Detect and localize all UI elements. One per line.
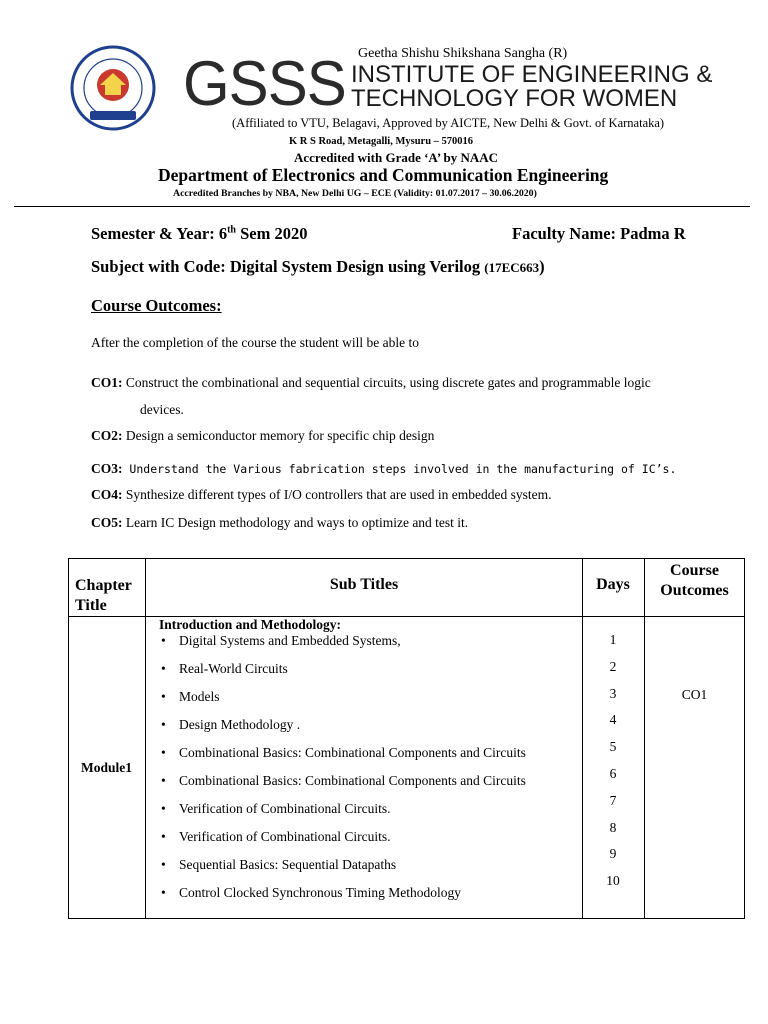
list-item: • Combinational Basics: Combinational Components and Circuits bbox=[159, 745, 526, 773]
day-number: 5 bbox=[609, 739, 617, 755]
semester-year: Semester & Year: 6th Sem 2020 bbox=[91, 224, 308, 243]
course-outcome-co2: CO2: Design a semiconductor memory for specific chip design bbox=[91, 428, 435, 443]
day-number: 10 bbox=[606, 873, 620, 889]
header-course-outcomes: Course Outcomes bbox=[660, 562, 729, 599]
day-number: 6 bbox=[609, 765, 617, 781]
header-chapter-title: Chapter Title bbox=[75, 577, 132, 614]
college-seal-logo bbox=[70, 45, 156, 131]
institute-name-line2: TECHNOLOGY FOR WOMEN bbox=[351, 85, 678, 112]
sangha-name: Geetha Shishu Shikshana Sangha (R) bbox=[358, 46, 568, 61]
days-list bbox=[582, 632, 644, 900]
day-number: 8 bbox=[609, 819, 617, 835]
course-outcome-co5: CO5: Learn IC Design methodology and ways to optimize and test it. bbox=[91, 515, 469, 530]
faculty-name: Faculty Name: Padma R bbox=[512, 224, 686, 243]
header-divider bbox=[14, 206, 750, 207]
list-item: • Verification of Combinational Circuits. bbox=[159, 829, 526, 857]
module-name: Module1 bbox=[81, 760, 133, 775]
course-outcome-co1: CO1: Construct the combinational and sequential circuits, using discrete gates and programmable logic devices. bbox=[91, 375, 651, 417]
course-outcomes-heading: Course Outcomes: bbox=[91, 296, 222, 315]
table-col-divider bbox=[644, 559, 645, 918]
list-item: • Models bbox=[159, 689, 526, 717]
day-number: 2 bbox=[609, 658, 617, 674]
list-item: • Combinational Basics: Combinational Components and Circuits bbox=[159, 773, 526, 801]
list-item: • Control Clocked Synchronous Timing Methodology bbox=[159, 885, 526, 913]
day-number: 1 bbox=[609, 632, 617, 647]
section-title: Introduction and Methodology: bbox=[159, 617, 342, 632]
outcomes-intro: After the completion of the course the student will be able to bbox=[91, 335, 420, 350]
header-sub-titles: Sub Titles bbox=[329, 576, 399, 593]
header-days: Days bbox=[596, 576, 630, 593]
list-item: • Sequential Basics: Sequential Datapaths bbox=[159, 857, 526, 885]
department-title: Department of Electronics and Communication Engineering bbox=[158, 165, 609, 185]
day-number: 7 bbox=[609, 792, 617, 808]
day-number: 3 bbox=[609, 685, 617, 701]
list-item: • Digital Systems and Embedded Systems, bbox=[159, 633, 526, 661]
day-number: 9 bbox=[609, 846, 617, 862]
syllabus-table bbox=[68, 558, 745, 919]
address-text: K R S Road, Metagalli, Mysuru – 570016 bbox=[289, 136, 474, 147]
naac-accreditation: Accredited with Grade ‘A’ by NAAC bbox=[294, 150, 498, 165]
subtitle-list bbox=[159, 633, 526, 913]
affiliation-text: (Affiliated to VTU, Belagavi, Approved by AICTE, New Delhi & Govt. of Karnataka) bbox=[232, 116, 665, 130]
list-item: • Verification of Combinational Circuits. bbox=[159, 801, 526, 829]
nba-accreditation: Accredited Branches by NBA, New Delhi UG – ECE (Validity: 01.07.2017 – 30.06.2020) bbox=[173, 188, 537, 199]
module-course-outcome: CO1 bbox=[681, 687, 708, 702]
course-outcome-co3: CO3: Understand the Various fabrication steps involved in the manufacturing of IC’s. bbox=[91, 461, 677, 476]
day-number: 4 bbox=[609, 712, 617, 728]
list-item: • Design Methodology . bbox=[159, 717, 526, 745]
institute-name-line1: INSTITUTE OF ENGINEERING & bbox=[351, 61, 713, 88]
course-outcome-co4: CO4: Synthesize different types of I/O controllers that are used in embedded system. bbox=[91, 487, 552, 502]
table-col-divider bbox=[145, 559, 146, 918]
subject-with-code: Subject with Code: Digital System Design using Verilog (17EC663) bbox=[91, 257, 545, 276]
gsss-wordmark: GSSS bbox=[183, 48, 346, 119]
list-item: • Real-World Circuits bbox=[159, 661, 526, 689]
